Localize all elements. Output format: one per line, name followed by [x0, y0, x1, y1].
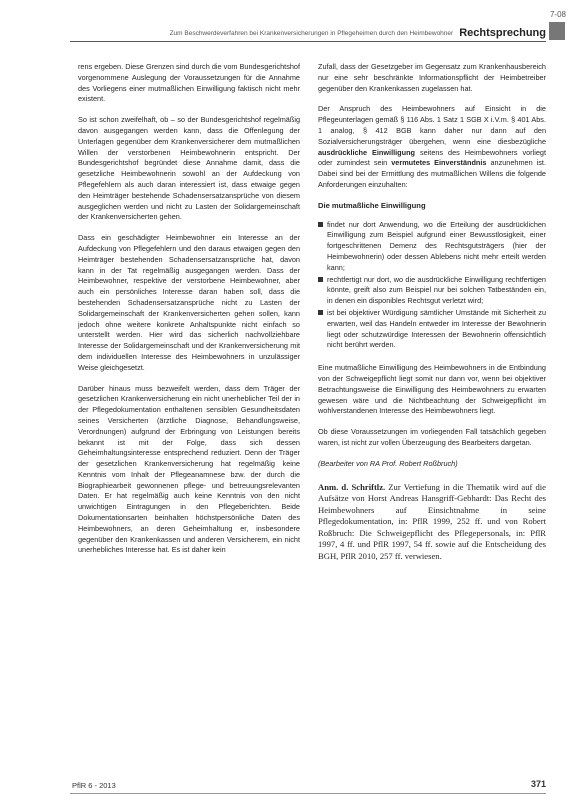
list-item-text: rechtfertigt nur dort, wo die ausdrückliche Einwilligung rechtfertigen könnte, greift also zum Beispiel nur bei solchen Tatbeständen ein, in denen ein disponibles Rechtsgut verletzt wird;	[327, 274, 546, 306]
text-run: Der Anspruch des Heimbewohners auf Einsicht in die Pflegeunterlagen gemäß § 116 Abs. 1 Satz 1 SGB X i.V.m. § 401 Abs. 1 analog, § 412 BGB kann daher nur dann auf den Sozialversicherungsträger übergehen, wenn eine diesbezügliche	[318, 104, 546, 146]
footer-divider	[70, 793, 546, 794]
header-marker	[549, 22, 565, 40]
annotation-label: Anm. d. Schriftlz.	[318, 481, 386, 492]
paragraph: So ist schon zweifelhaft, ob – so der Bundesgerichtshof regelmäßig davon ausgegangen werden kann, dass die Offenlegung der Unterlagen gegenüber dem Krankenversicherer dem mutmaßlichen Willen der verstorbenen Heimbewohnerin entspricht. Der Bundesgerichtshof begründet diese Annahme damit, dass die gesetzliche Heimbewohnerin sowohl an der Aufdeckung von Pflegefehlern als auch daran interessiert ist, dass etwaige gegen den Heimträger bestehende Schadensersatzansprüche von diesem ausgeglichen werden und nicht zu Lasten der Solidargemeinschaft der Krankenversicherten gehen.	[78, 115, 300, 222]
emphasis: vermutetes Einverständnis	[391, 158, 487, 168]
running-title: Zum Beschwerdeverfahren bei Krankenversicherungen in Pflegeheimen durch den Heimbewohner	[169, 29, 454, 37]
section-title: Rechtsprechung	[459, 27, 546, 39]
editor-note: (Bearbeiter von RA Prof. Robert Roßbruch)	[318, 458, 458, 468]
text-run: seitens des Heimbewohners vorliegt oder zumindest sein	[318, 147, 546, 168]
list-item	[318, 275, 546, 307]
bullet-list	[318, 220, 546, 352]
right-column	[318, 62, 546, 573]
journal-issue: PflR 6 - 2013	[72, 781, 116, 790]
left-column	[78, 62, 300, 566]
paragraph: Eine mutmaßliche Einwilligung des Heimbewohners in die Entbindung von der Schweigepflicht liegt somit nur dann vor, wenn bei objektiver Betrachtungsweise die Einwilligung des Heimbewohners zu erwarten gewesen wäre und die Nichtbeachtung der Schweigepflicht im wohlverstandenen Interesse des Heimbewohners liegt.	[318, 363, 546, 416]
paragraph: Darüber hinaus muss bezweifelt werden, dass dem Träger der gesetzlichen Krankenversicherung ein nicht unerheblicher Teil der in der Pflegedokumentation enthaltenen sensiblen Gesundheitsdaten seines Versicherten (ärztliche Diagnose, Behandlungsweise, Verordnungen) aufgrund der Erbringung von Leistungen bereits bekannt ist mit der Folge, dass sich dessen Geheimhaltungsinteresse entsprechend reduziert. Denn der Träger der gesetzlichen Krankenversicherung hat regelmäßig keine Kenntnis vom Inhalt der Pflegeanamnese bzw. der durch die Biographiearbeit gewonnenen pflege- und betreuungsrelevanten Daten. Er hat regelmäßig auch keine Kenntnis von den nicht unwichtigen Eintragungen in den Pflegeberichten. Beide Dokumentationsarten beinhalten höchstpersönliche Daten des Heimbewohners, an deren Geheimhaltung er, insbesondere gegenüber den Krankenkassen und anderen Versicherern, ein nicht unerhebliches Interesse hat. Es ist daher kein	[78, 383, 300, 555]
list-item	[318, 308, 546, 351]
list-item-text: ist bei objektiver Würdigung sämtlicher Umstände mit Sicherheit zu erwarten, weil das Handeln entweder im Interesse der Bewohnerin liegt oder schutzwürdige Interessen der Bewohnerin offensichtlich nicht berührt werden.	[327, 307, 546, 350]
square-bullet-icon	[318, 222, 323, 227]
paragraph: Dass ein geschädigter Heimbewohner ein Interesse an der Aufdeckung von Pflegefehlern und den daraus etwaigen gegen den Heimträger bestehenden Schadensersatzansprüche hat, davon kann in der Tat regelmäßig ausgegangen werden. Dass der Heimbewohner, respektive der verstorbene Heimbewohner, aber auch ein persönliches Interesse daran haben soll, dass die bestehenden Schadensersatzansprüche nicht zu Lasten der Solidargemeinschaft der Krankenversicherten gehen sollen, kann jedoch ohne weitere konkrete Anhaltspunkte nicht einfach so unterstellt werden. Hier wird das sicherlich nachvollziehbare Interesse der Solidargemeinschaft und der Krankenversicherung mit dem individuellen Interesse des Heimbewohners in unzulässiger Weise gleichgesetzt.	[78, 233, 300, 372]
square-bullet-icon	[318, 277, 323, 282]
emphasis: ausdrückliche Einwilligung	[318, 147, 415, 157]
author-annotation	[318, 482, 546, 563]
page-number: 371	[530, 779, 546, 789]
square-bullet-icon	[318, 310, 323, 315]
paragraph: Zufall, dass der Gesetzgeber im Gegensatz zum Krankenhausbereich nur eine sehr beschränkte Informationspflicht der Heimbetreiber gegenüber den Krankenkassen zugelassen hat.	[318, 62, 546, 93]
header-divider	[70, 41, 546, 42]
paragraph: Ob diese Voraussetzungen im vorliegenden Fall tatsächlich gegeben waren, ist nicht zur vollen Überzeugung des Bearbeiters dargetan.	[318, 427, 546, 447]
subheading: Die mutmaßliche Einwilligung	[318, 200, 426, 210]
page-reference: 7-08	[549, 10, 566, 19]
list-item	[318, 220, 546, 274]
text-run: anzunehmen ist. Dabei sind bei der Ermittlung des mutmaßlichen Willens die folgende Anforderungen einzuhalten:	[318, 158, 546, 189]
annotation-text: Zur Vertiefung in die Thematik wird auf die Aufsätze von Horst Andreas Hansgriff-Gebhardt: Das Recht des Heimbewohners auf Einsichtnahme in seine Pflegedokumentation, in: PflR 1999, 252 ff. und von Robert Roßbruch: Die Schweigepflicht des Pflegepersonals, in: PflR 1997, 4 ff. und PflR 1997, 54 ff. sowie auf die Entscheidung des BGH, PflR 2010, 257 ff. verwiesen.	[318, 481, 546, 562]
page-header	[88, 27, 546, 39]
list-item-text: findet nur dort Anwendung, wo die Erteilung der ausdrücklichen Einwilligung zum Beispiel aufgrund einer Bewusstlosigkeit, einer fortgeschrittenen Demenz des Rechtsgutsträgers (hier der Heimbewohnerin) oder dessen Ablebens nicht mehr erteilt werden kann;	[327, 219, 546, 272]
paragraph: rens ergeben. Diese Grenzen sind durch die vom Bundesgerichtshof vorgenommene Auslegung der Voraussetzungen für die Annahme des Vorliegens einer mutmaßlichen Einwilligung faktisch nicht mehr existent.	[78, 62, 300, 104]
paragraph	[318, 104, 546, 190]
